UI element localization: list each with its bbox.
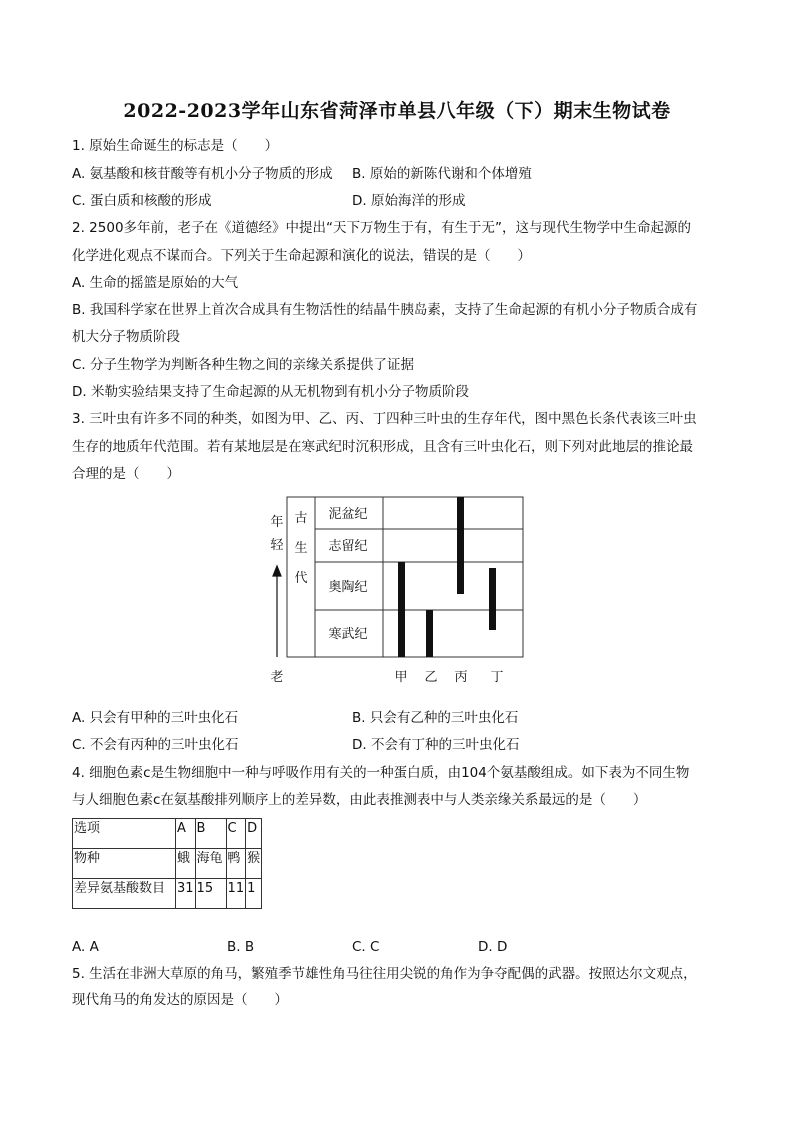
table-row: [73, 849, 262, 879]
period-silurian: 志留纪: [328, 539, 368, 554]
axis-label-young-1: 年: [270, 515, 284, 530]
table-cell: 1: [246, 879, 262, 909]
q4-stem-line-2: 与人细胞色素c在氨基酸排列顺序上的差异数，由此表推测表中与人类亲缘关系最远的是（ ）: [72, 792, 647, 808]
table-row: [73, 879, 262, 909]
q2-option-d: D. 米勒实验结果支持了生命起源的从无机物到有机小分子物质阶段: [72, 384, 469, 400]
q2-option-c: C. 分子生物学为判断各种生物之间的亲缘关系提供了证据: [72, 357, 415, 373]
q2-option-b-line-2: 机大分子物质阶段: [72, 329, 180, 345]
table-cell: B: [195, 819, 226, 849]
range-bar-yi: [426, 610, 433, 657]
q1-option-a: A. 氨基酸和核苷酸等有机小分子物质的形成: [72, 166, 333, 182]
q1-option-b: B. 原始的新陈代谢和个体增殖: [352, 166, 532, 182]
q3-option-b: B. 只会有乙种的三叶虫化石: [352, 710, 519, 726]
era-label-2: 生: [294, 541, 308, 556]
table-row: [73, 819, 262, 849]
range-bar-bing: [457, 497, 464, 594]
species-label-bing: 丙: [454, 670, 468, 685]
q3-option-c: C. 不会有丙种的三叶虫化石: [72, 737, 239, 753]
q4-option-b: B. B: [227, 939, 255, 955]
table-cell: 31: [176, 879, 196, 909]
era-label-3: 代: [294, 571, 308, 586]
q5-stem-line-2: 现代角马的角发达的原因是（ ）: [72, 992, 288, 1008]
q2-stem-line-1: 2. 2500多年前，老子在《道德经》中提出“天下万物生于有，有生于无”，这与现代生物学中生命起源的: [72, 220, 692, 236]
table-cell: A: [176, 819, 196, 849]
species-label-yi: 乙: [424, 670, 438, 685]
range-bar-jia: [398, 562, 405, 657]
cytochrome-difference-table: [72, 818, 262, 909]
q3-option-d: D. 不会有丁种的三叶虫化石: [352, 737, 520, 753]
q4-stem-line-1: 4. 细胞色素c是生物细胞中一种与呼吸作用有关的一种蛋白质，由104个氨基酸组成。如下表为不同生物: [72, 765, 690, 781]
species-label-jia: 甲: [394, 670, 408, 685]
range-bar-ding: [489, 568, 496, 630]
era-label-1: 古: [294, 511, 308, 526]
q4-option-a: A. A: [72, 939, 99, 955]
table-cell: 蛾: [176, 849, 196, 879]
q4-option-d: D. D: [478, 939, 508, 955]
q2-option-b-line-1: B. 我国科学家在世界上首次合成具有生物活性的结晶牛胰岛素，支持了生命起源的有机小分子物质合成有: [72, 302, 698, 318]
table-cell: 11: [226, 879, 246, 909]
q3-stem-line-3: 合理的是（ ）: [72, 466, 180, 482]
table-cell: D: [246, 819, 262, 849]
q3-stem-line-2: 生存的地质年代范围。若有某地层是在寒武纪时沉积形成，且含有三叶虫化石，则下列对此地层的推论最: [72, 439, 693, 455]
table-row-label: 物种: [73, 849, 176, 879]
q1-option-c: C. 蛋白质和核酸的形成: [72, 193, 212, 209]
table-cell: 鸭: [226, 849, 246, 879]
table-cell: C: [226, 819, 246, 849]
table-cell: 猴: [246, 849, 262, 879]
q4-option-c: C. C: [352, 939, 380, 955]
period-ordovician: 奥陶纪: [328, 580, 368, 595]
table-row-label: 选项: [73, 819, 176, 849]
period-devonian: 泥盆纪: [328, 507, 368, 522]
q2-stem-line-2: 化学进化观点不谋而合。下列关于生命起源和演化的说法，错误的是（ ）: [72, 248, 531, 264]
time-arrow: [273, 566, 281, 657]
axis-label-young-2: 轻: [270, 538, 284, 553]
table-cell: 15: [195, 879, 226, 909]
q1-stem: 1. 原始生命诞生的标志是（ ）: [72, 138, 279, 154]
q5-stem-line-1: 5. 生活在非洲大草原的角马，繁殖季节雄性角马往往用尖锐的角作为争夺配偶的武器。按照达尔文观点，: [72, 966, 697, 982]
q3-stem-line-1: 3. 三叶虫有许多不同的种类，如图为甲、乙、丙、丁四种三叶虫的生存年代，图中黑色长条代表该三叶虫: [72, 411, 697, 427]
page-title: 2022-2023学年山东省菏泽市单县八年级（下）期末生物试卷: [123, 100, 671, 122]
q3-option-a: A. 只会有甲种的三叶虫化石: [72, 710, 239, 726]
table-row-label: 差异氨基酸数目: [73, 879, 176, 909]
q1-option-d: D. 原始海洋的形成: [352, 193, 466, 209]
period-cambrian: 寒武纪: [328, 627, 368, 642]
species-label-ding: 丁: [490, 670, 504, 685]
table-cell: 海龟: [195, 849, 226, 879]
axis-label-old: 老: [270, 670, 284, 685]
q2-option-a: A. 生命的摇篮是原始的大气: [72, 275, 239, 291]
